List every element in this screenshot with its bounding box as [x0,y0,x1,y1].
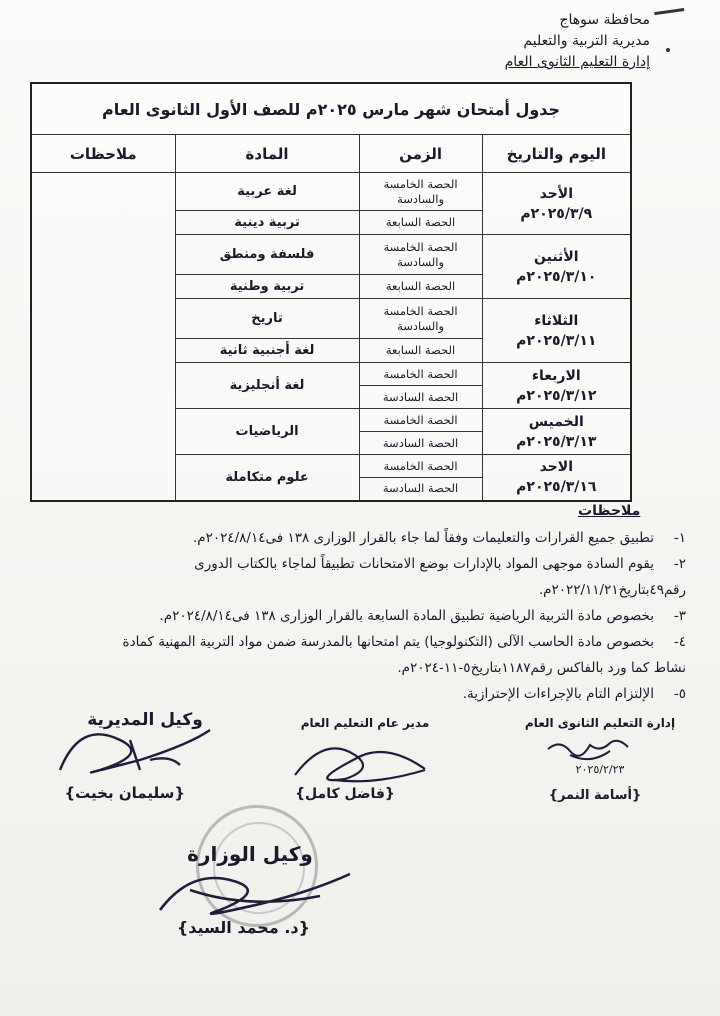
signature-title: إدارة التعليم الثانوى العام [524,716,676,730]
handwritten-signature [40,720,220,790]
day-cell: الاحد ٢٠٢٥/٣/١٦م [482,455,631,501]
period-cell: الحصة السابعة [359,339,482,363]
day-cell: الأثنين ٢٠٢٥/٣/١٠م [482,235,631,299]
period-cell: الحصة السابعة [359,211,482,235]
pen-mark [654,8,686,25]
day-cell: الثلاثاء ٢٠٢٥/٣/١١م [482,299,631,363]
signature-name: {فاضل كامل} [295,786,395,802]
note-continuation: نشاط كما ورد بالفاكس رقم١١٨٧بتاريخ٥-١١-٢٠٢٤م. [397,660,686,676]
note-item [30,629,686,655]
day-cell: الاربعاء ٢٠٢٥/٣/١٢م [482,363,631,409]
note-text: يقوم السادة موجهى المواد بالإدارات بوضع الامتحانات تطبيقاً لماجاء بالكتاب الدورى [194,556,654,572]
period-cell: الحصة السادسة [359,478,482,501]
column-header-time: الزمن [359,135,482,173]
subject-cell: علوم متكاملة [175,455,359,501]
bullet-dot [666,48,670,52]
notes-cell [31,173,175,501]
note-number: ٣- [673,608,686,624]
subject-cell: لغة عربية [175,173,359,211]
signature-name: {أسامة النمر} [548,788,642,803]
governorate-label: محافظة سوهاج [559,12,650,28]
note-text: بخصوص مادة التربية الرياضية تطبيق المادة السابعة بالقرار الوزارى ١٣٨ فى٢٠٢٤/٨/١٤م. [159,608,654,624]
signature-title: وكيل الوزارة [187,842,313,866]
notes-heading: ملاحظات [578,503,641,519]
table-header-row [31,135,631,173]
note-number: ٤- [673,634,686,650]
letterhead [505,10,650,73]
signature-block-admin [510,716,690,730]
subject-cell: تربية دينية [175,211,359,235]
note-item [30,681,686,707]
signature-title: وكيل المديرية [87,710,203,730]
period-cell: الحصة الخامسة والسادسة [359,299,482,339]
subject-cell: الرياضيات [175,409,359,455]
notes-list [30,525,686,707]
note-number: ٥- [673,686,686,702]
signature-name: {سليمان بخيت} [64,784,185,802]
column-header-subject: المادة [175,135,359,173]
column-header-day: اليوم والتاريخ [482,135,631,173]
day-cell: الأحد ٢٠٢٥/٣/٩م [482,173,631,235]
period-cell: الحصة السابعة [359,275,482,299]
signature-block-general-manager [290,716,440,730]
period-cell: الحصة الخامسة والسادسة [359,235,482,275]
note-number: ٢- [673,556,686,572]
period-cell: الحصة الخامسة [359,455,482,478]
subject-cell: فلسفة ومنطق [175,235,359,275]
period-cell: الحصة الخامسة [359,409,482,432]
note-continuation: رقم٤٩بتاريخ٢٠٢٢/١١/٢١م. [538,582,686,598]
signature-title: مدير عام التعليم العام [300,716,430,730]
table-title: جدول أمتحان شهر مارس ٢٠٢٥م للصف الأول الثانوى العام [31,83,631,135]
period-cell: الحصة السادسة [359,386,482,409]
period-cell: الحصة الخامسة والسادسة [359,173,482,211]
subject-cell: لغة أجنبية ثانية [175,339,359,363]
period-cell: الحصة السادسة [359,432,482,455]
directorate-label: مديرية التربية والتعليم [523,33,650,49]
signature-name: {د. محمد السيد} [176,918,310,937]
note-item [30,603,686,629]
column-header-notes: ملاحظات [31,135,175,173]
table-row [31,173,631,211]
exam-schedule-table [30,82,632,502]
note-text: الإلتزام التام بالإجراءات الإحترازية. [462,686,654,702]
note-text: تطبيق جميع القرارات والتعليمات وفقاً لما جاء بالقرار الوزارى ١٣٨ فى٢٠٢٤/٨/١٤م. [192,530,654,546]
note-item [30,525,686,551]
subject-cell: تربية وطنية [175,275,359,299]
note-text: بخصوص مادة الحاسب الآلى (التكنولوجيا) يتم امتحانها بالمدرسة ضمن مواد التربية المهنية كمادة [122,634,654,650]
signature-date: ٢٠٢٥/٢/٢٣ [575,763,625,776]
period-cell: الحصة الخامسة [359,363,482,386]
note-item [30,551,686,577]
note-number: ١- [673,530,686,546]
administration-label: إدارة التعليم الثانوى العام [504,54,650,70]
subject-cell: تاريخ [175,299,359,339]
day-cell: الخميس ٢٠٢٥/٣/١٣م [482,409,631,455]
subject-cell: لغة أنجليزية [175,363,359,409]
